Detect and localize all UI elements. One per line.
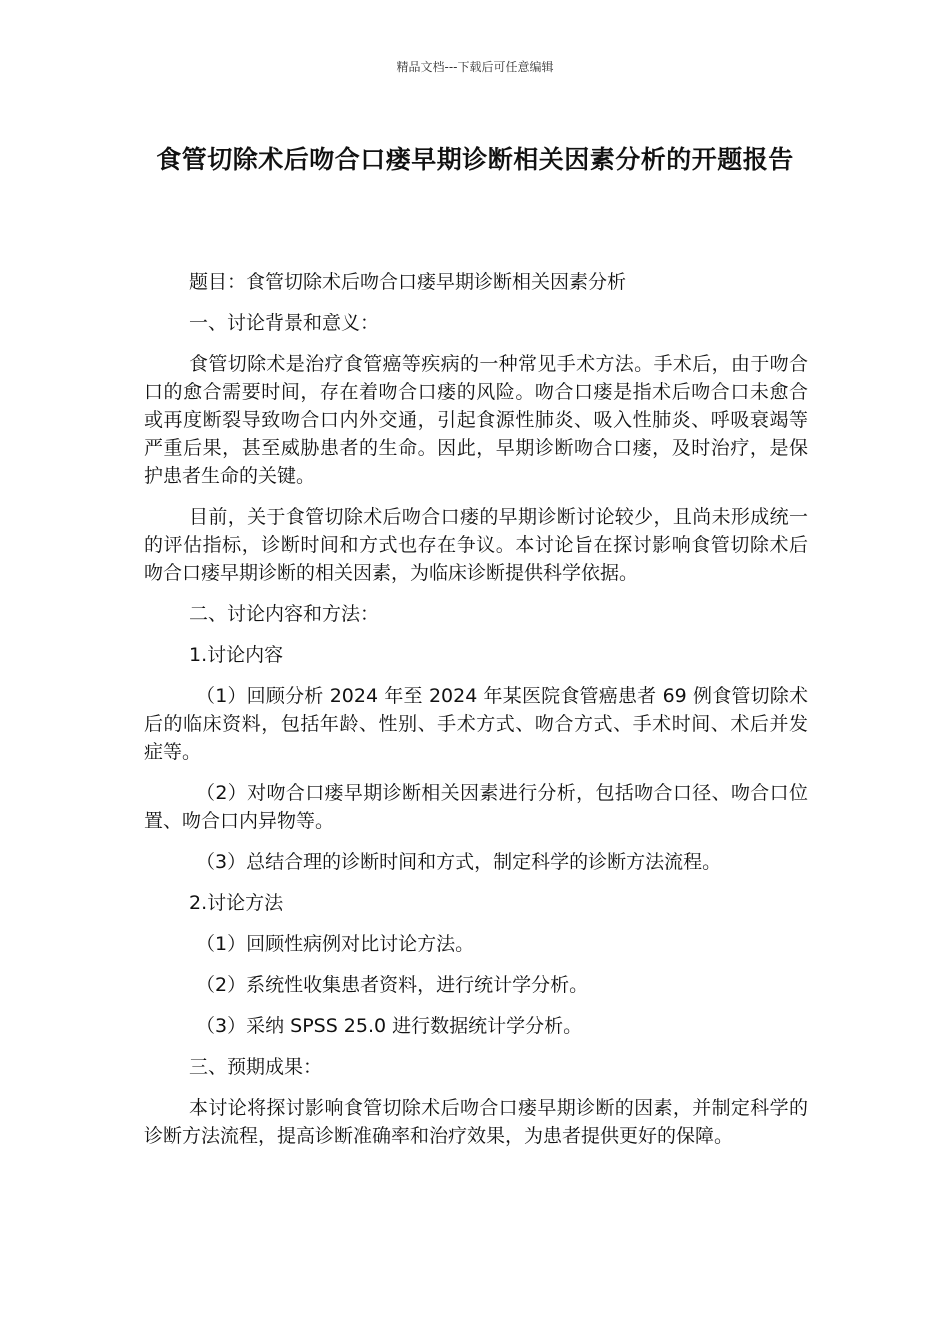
method-item-1: （1）回顾性病例对比讨论方法。	[196, 933, 475, 955]
content-item-1: （1）回顾分析 2024 年至 2024 年某医院食管癌患者 69 例食管切除术后的临床资料，包括年龄、性别、手术方式、吻合方式、手术时间、术后并发症等。	[144, 685, 808, 763]
method-item-2: （2）系统性收集患者资料，进行统计学分析。	[196, 974, 589, 996]
paragraph-background-2: 目前，关于食管切除术后吻合口瘘的早期诊断讨论较少，且尚未形成统一的评估指标，诊断时间和方式也存在争议。本讨论旨在探讨影响食管切除术后吻合口瘘早期诊断的相关因素，为临床诊断提供科学依据。	[144, 506, 808, 584]
section-heading-expected-results: 三、预期成果：	[189, 1056, 323, 1078]
content-item-2: （2）对吻合口瘘早期诊断相关因素进行分析，包括吻合口径、吻合口位置、吻合口内异物等。	[144, 782, 808, 832]
topic-line: 题目：食管切除术后吻合口瘘早期诊断相关因素分析	[189, 271, 627, 293]
method-item-3: （3）采纳 SPSS 25.0 进行数据统计学分析。	[196, 1015, 583, 1037]
section-heading-content-method: 二、讨论内容和方法：	[189, 603, 380, 625]
content-item-3: （3）总结合理的诊断时间和方式，制定科学的诊断方法流程。	[196, 851, 722, 873]
subheading-method: 2.讨论方法	[189, 892, 284, 914]
subheading-content: 1.讨论内容	[189, 644, 284, 666]
document-body	[144, 268, 808, 1163]
paragraph-background-1: 食管切除术是治疗食管癌等疾病的一种常见手术方法。手术后，由于吻合口的愈合需要时间，存在着吻合口瘘的风险。吻合口瘘是指术后吻合口未愈合或再度断裂导致吻合口内外交通，引起食源性肺炎、吸入性肺炎、呼吸衰竭等严重后果，甚至威胁患者的生命。因此，早期诊断吻合口瘘，及时治疗，是保护患者生命的关键。	[144, 353, 808, 487]
paragraph-expected-results: 本讨论将探讨影响食管切除术后吻合口瘘早期诊断的因素，并制定科学的诊断方法流程，提高诊断准确率和治疗效果，为患者提供更好的保障。	[144, 1097, 808, 1147]
page-header-note: 精品文档---下载后可任意编辑	[396, 60, 554, 74]
section-heading-background: 一、讨论背景和意义：	[189, 312, 380, 334]
document-title: 食管切除术后吻合口瘘早期诊断相关因素分析的开题报告	[156, 145, 794, 174]
